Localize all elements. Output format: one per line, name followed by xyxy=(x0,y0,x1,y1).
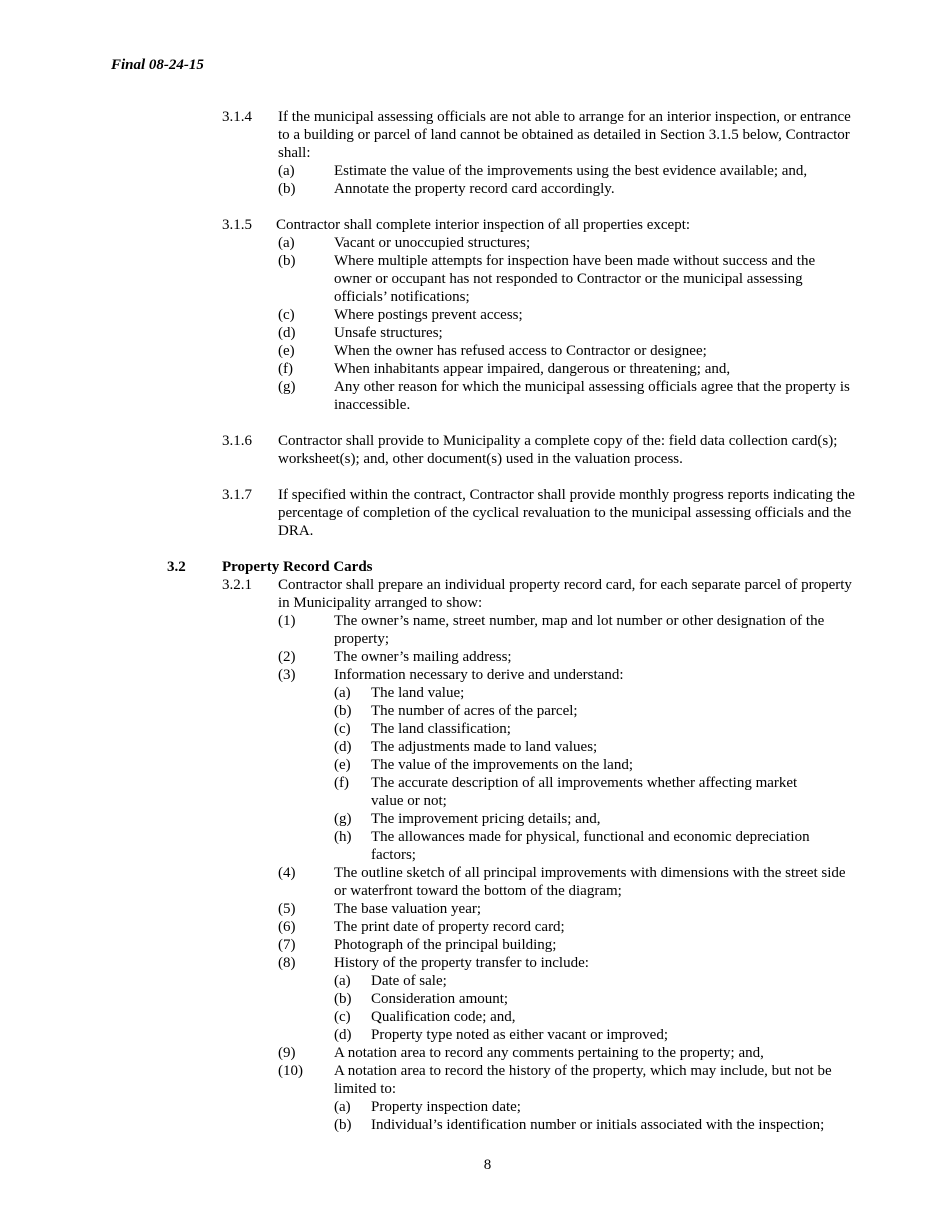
list-marker: (a) xyxy=(278,235,295,251)
list-text: Date of sale; xyxy=(371,973,447,989)
list-text: Vacant or unoccupied structures; xyxy=(334,235,531,251)
list-marker: (6) xyxy=(278,919,296,935)
list-marker: (h) xyxy=(334,829,352,845)
list-marker: (4) xyxy=(278,865,296,881)
list-text: Photograph of the principal building; xyxy=(334,937,557,953)
section-text: Contractor shall complete interior inspection of all properties except: xyxy=(276,217,691,233)
list-marker: (a) xyxy=(334,1099,351,1115)
list-text: Where postings prevent access; xyxy=(334,307,523,323)
list-item xyxy=(0,360,950,378)
sub-list-item xyxy=(0,810,950,828)
section-text: Contractor shall prepare an individual property record card, for each separate parcel of property in Municipality arranged to show: xyxy=(278,577,852,611)
list-marker: (f) xyxy=(278,361,293,377)
list-text: Where multiple attempts for inspection have been made without success and the owner or occupant has not responded to Contractor or the municipal assessing officials’ notifications; xyxy=(334,253,816,305)
section-3-1-4 xyxy=(0,108,950,162)
list-text: History of the property transfer to include: xyxy=(334,955,589,971)
list-marker: (a) xyxy=(334,685,351,701)
list-text: The accurate description of all improvements whether affecting market value or not; xyxy=(371,775,798,809)
list-marker: (10) xyxy=(278,1063,303,1079)
section-number: 3.1.5 xyxy=(222,217,252,233)
list-text: The land classification; xyxy=(371,721,511,737)
section-number: 3.1.4 xyxy=(222,109,252,125)
section-3-1-6 xyxy=(0,432,950,468)
section-number: 3.2 xyxy=(167,559,186,575)
section-3-2-heading xyxy=(0,558,950,576)
document-header: Final 08-24-15 xyxy=(111,57,204,73)
list-text: Estimate the value of the improvements using the best evidence available; and, xyxy=(334,163,808,179)
list-text: The improvement pricing details; and, xyxy=(371,811,601,827)
list-item xyxy=(0,954,950,972)
sub-list-item xyxy=(0,702,950,720)
section-3-1-7 xyxy=(0,486,950,540)
list-marker: (a) xyxy=(334,973,351,989)
list-marker: (c) xyxy=(278,307,295,323)
list-marker: (d) xyxy=(334,1027,352,1043)
list-text: Qualification code; and, xyxy=(371,1009,516,1025)
list-item xyxy=(0,234,950,252)
sub-list-item xyxy=(0,972,950,990)
section-title: Property Record Cards xyxy=(222,559,373,575)
list-item xyxy=(0,648,950,666)
list-text: Any other reason for which the municipal assessing officials agree that the property is inaccessible. xyxy=(334,379,850,413)
list-text: Annotate the property record card accordingly. xyxy=(334,181,615,197)
list-item xyxy=(0,900,950,918)
list-text: A notation area to record any comments pertaining to the property; and, xyxy=(334,1045,764,1061)
list-text: The base valuation year; xyxy=(334,901,482,917)
list-text: Individual’s identification number or initials associated with the inspection; xyxy=(371,1117,825,1133)
sub-list-item xyxy=(0,1116,950,1134)
list-marker: (b) xyxy=(334,991,352,1007)
list-item xyxy=(0,918,950,936)
sub-list-item xyxy=(0,1098,950,1116)
list-text: The value of the improvements on the land; xyxy=(371,757,634,773)
list-text: When inhabitants appear impaired, dangerous or threatening; and, xyxy=(334,361,731,377)
list-text: The allowances made for physical, functional and economic depreciation factors; xyxy=(371,829,810,863)
list-marker: (d) xyxy=(334,739,352,755)
list-item xyxy=(0,864,950,900)
document-body xyxy=(0,108,950,1134)
list-item xyxy=(0,612,950,648)
list-marker: (8) xyxy=(278,955,296,971)
list-marker: (c) xyxy=(334,721,351,737)
list-marker: (g) xyxy=(278,379,296,395)
list-text: Unsafe structures; xyxy=(334,325,443,341)
list-marker: (e) xyxy=(334,757,351,773)
list-marker: (e) xyxy=(278,343,295,359)
list-marker: (a) xyxy=(278,163,295,179)
list-marker: (d) xyxy=(278,325,296,341)
sub-list-item xyxy=(0,1026,950,1044)
list-text: The land value; xyxy=(371,685,465,701)
list-text: The adjustments made to land values; xyxy=(371,739,598,755)
list-marker: (2) xyxy=(278,649,296,665)
list-marker: (b) xyxy=(334,1117,352,1133)
list-item xyxy=(0,306,950,324)
list-item xyxy=(0,666,950,684)
list-item xyxy=(0,162,950,180)
sub-list-item xyxy=(0,828,950,864)
list-marker: (f) xyxy=(334,775,349,791)
list-text: Consideration amount; xyxy=(371,991,509,1007)
list-marker: (5) xyxy=(278,901,296,917)
list-item xyxy=(0,1062,950,1098)
section-number: 3.1.6 xyxy=(222,433,252,449)
page-number: 8 xyxy=(483,1157,492,1173)
list-marker: (b) xyxy=(334,703,352,719)
list-marker: (b) xyxy=(278,253,296,269)
section-text: If specified within the contract, Contractor shall provide monthly progress reports indicating the percentage of completion of the cyclical revaluation to the municipal assessing officials and the DRA. xyxy=(278,487,855,539)
list-item xyxy=(0,180,950,198)
list-text: Information necessary to derive and understand: xyxy=(334,667,624,683)
list-item xyxy=(0,324,950,342)
list-text: The owner’s name, street number, map and lot number or other designation of the property; xyxy=(334,613,825,647)
list-item xyxy=(0,342,950,360)
sub-list-item xyxy=(0,720,950,738)
section-number: 3.2.1 xyxy=(222,577,252,593)
list-text: The owner’s mailing address; xyxy=(334,649,512,665)
list-item xyxy=(0,378,950,414)
sub-list-item xyxy=(0,1008,950,1026)
section-3-1-5 xyxy=(0,216,950,234)
list-item xyxy=(0,252,950,306)
list-text: When the owner has refused access to Contractor or designee; xyxy=(334,343,707,359)
list-text: Property type noted as either vacant or improved; xyxy=(371,1027,668,1043)
list-text: A notation area to record the history of the property, which may include, but not be limited to: xyxy=(334,1063,832,1097)
section-text: If the municipal assessing officials are not able to arrange for an interior inspection, or entrance to a building or parcel of land cannot be obtained as detailed in Section 3.1.5 below, Contractor shall: xyxy=(278,109,851,161)
list-marker: (9) xyxy=(278,1045,296,1061)
list-marker: (c) xyxy=(334,1009,351,1025)
list-item xyxy=(0,1044,950,1062)
list-text: The print date of property record card; xyxy=(334,919,565,935)
list-marker: (3) xyxy=(278,667,296,683)
sub-list-item xyxy=(0,756,950,774)
section-number: 3.1.7 xyxy=(222,487,252,503)
list-marker: (1) xyxy=(278,613,296,629)
sub-list-item xyxy=(0,774,950,810)
sub-list-item xyxy=(0,684,950,702)
list-text: The outline sketch of all principal improvements with dimensions with the street side or waterfront toward the bottom of the diagram; xyxy=(334,865,846,899)
list-text: The number of acres of the parcel; xyxy=(371,703,578,719)
list-marker: (b) xyxy=(278,181,296,197)
sub-list-item xyxy=(0,738,950,756)
list-marker: (7) xyxy=(278,937,296,953)
list-marker: (g) xyxy=(334,811,352,827)
list-item xyxy=(0,936,950,954)
list-text: Property inspection date; xyxy=(371,1099,521,1115)
section-text: Contractor shall provide to Municipality a complete copy of the: field data collection card(s); worksheet(s); and, other document(s) used in the valuation process. xyxy=(278,433,838,467)
section-3-2-1 xyxy=(0,576,950,612)
sub-list-item xyxy=(0,990,950,1008)
